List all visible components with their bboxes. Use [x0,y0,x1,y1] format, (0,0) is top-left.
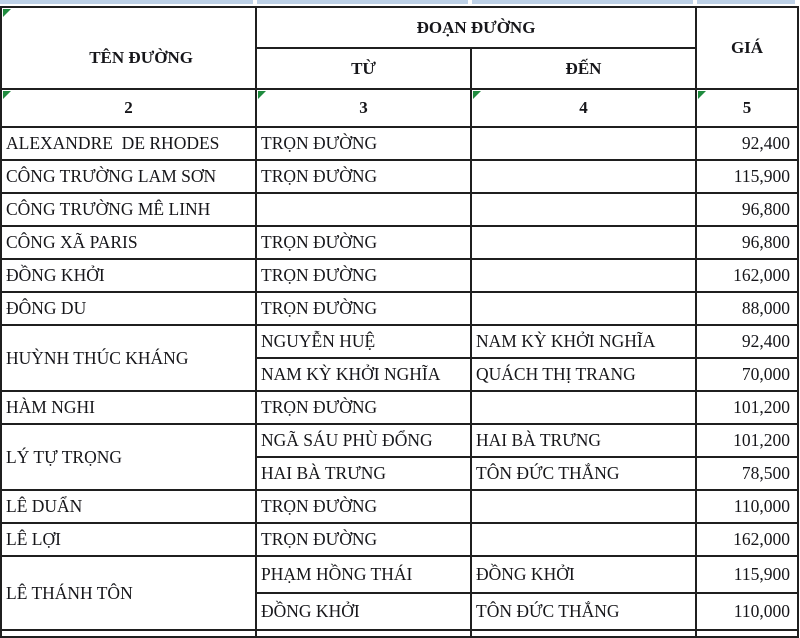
table-row [1,424,798,457]
table-row [1,391,798,424]
index-cell[interactable] [256,89,471,127]
cell-street-name[interactable]: LÊ LỢI [1,523,256,556]
cell-from[interactable]: TRỌN ĐƯỜNG [256,391,471,424]
cell-from[interactable]: TRỌN ĐƯỜNG [256,226,471,259]
cell-to[interactable]: NAM KỲ KHỞI NGHĨA [471,325,696,358]
header-row-1 [1,7,798,48]
cell-price[interactable]: 96,800 [696,193,798,226]
header-from[interactable]: TỪ [256,48,471,89]
cell-price[interactable]: 162,000 [696,523,798,556]
cell-street-name[interactable]: ALEXANDRE DE RHODES [1,127,256,160]
cell-to[interactable]: TÔN ĐỨC THẮNG [471,593,696,630]
cell-from[interactable]: TRỌN ĐƯỜNG [256,292,471,325]
cell-price[interactable]: 115,900 [696,556,798,593]
cell-to[interactable] [471,391,696,424]
header-street-name[interactable] [1,7,256,89]
header-road-section[interactable]: ĐOẠN ĐƯỜNG [256,7,696,48]
cell-error-indicator-icon [473,91,481,99]
cell-from[interactable]: ĐỒNG KHỞI [256,593,471,630]
cell-from[interactable]: HAI BÀ TRƯNG [256,457,471,490]
header-street-name-label: TÊN ĐƯỜNG [89,48,193,67]
cell-from[interactable]: NGÃ SÁU PHÙ ĐỔNG [256,424,471,457]
cell-price[interactable]: 115,900 [696,160,798,193]
column-index-row [1,89,798,127]
cell-error-indicator-icon [3,91,11,99]
cell-street-name[interactable]: CÔNG TRƯỜNG MÊ LINH [1,193,256,226]
index-label: 4 [579,98,588,117]
cell-price[interactable]: 96,800 [696,226,798,259]
cell-street-name[interactable]: LÊ DUẨN [1,490,256,523]
empty-cell[interactable] [256,630,471,637]
cell-to[interactable]: QUÁCH THỊ TRANG [471,358,696,391]
cell-price[interactable]: 78,500 [696,457,798,490]
cell-to[interactable] [471,523,696,556]
top-row-fill [472,0,693,4]
cell-from[interactable]: TRỌN ĐƯỜNG [256,160,471,193]
cell-to[interactable] [471,259,696,292]
table-row [1,556,798,593]
cell-to[interactable] [471,127,696,160]
top-row-fill [0,0,253,4]
table-row [1,325,798,358]
cell-from[interactable] [256,193,471,226]
table-row [1,292,798,325]
cell-from[interactable]: TRỌN ĐƯỜNG [256,259,471,292]
table-row [1,523,798,556]
empty-cell[interactable] [1,630,256,637]
cell-to[interactable] [471,292,696,325]
cell-street-name[interactable]: HÀM NGHI [1,391,256,424]
cell-to[interactable]: ĐỒNG KHỞI [471,556,696,593]
top-row-fill [257,0,468,4]
table-row [1,160,798,193]
table-row [1,127,798,160]
cell-price[interactable]: 101,200 [696,391,798,424]
table-row [1,226,798,259]
index-cell[interactable] [696,89,798,127]
table-row [1,259,798,292]
cell-price[interactable]: 92,400 [696,127,798,160]
top-row-fill [697,0,795,4]
empty-cell[interactable] [696,630,798,637]
index-cell[interactable] [471,89,696,127]
cell-street-name[interactable]: LÝ TỰ TRỌNG [1,424,256,490]
table-row [1,490,798,523]
cell-to[interactable] [471,193,696,226]
cut-off-top-row [0,0,800,4]
cell-from[interactable]: TRỌN ĐƯỜNG [256,490,471,523]
index-label: 2 [124,98,133,117]
cell-street-name[interactable]: ĐÔNG DU [1,292,256,325]
cell-street-name[interactable]: CÔNG TRƯỜNG LAM SƠN [1,160,256,193]
cell-to[interactable] [471,490,696,523]
table-row [1,193,798,226]
cell-from[interactable]: TRỌN ĐƯỜNG [256,127,471,160]
cell-from[interactable]: PHẠM HỒNG THÁI [256,556,471,593]
cell-to[interactable]: TÔN ĐỨC THẮNG [471,457,696,490]
header-price[interactable]: GIÁ [696,7,798,89]
cell-to[interactable] [471,160,696,193]
cell-error-indicator-icon [3,9,11,17]
cell-from[interactable]: NGUYỄN HUỆ [256,325,471,358]
cell-price[interactable]: 101,200 [696,424,798,457]
index-cell[interactable] [1,89,256,127]
cell-price[interactable]: 162,000 [696,259,798,292]
cell-price[interactable]: 88,000 [696,292,798,325]
street-price-table [0,6,799,638]
cell-price[interactable]: 110,000 [696,490,798,523]
empty-cell[interactable] [471,630,696,637]
index-label: 3 [359,98,368,117]
cell-street-name[interactable]: ĐỒNG KHỞI [1,259,256,292]
cell-price[interactable]: 70,000 [696,358,798,391]
cell-to[interactable]: HAI BÀ TRƯNG [471,424,696,457]
header-to[interactable]: ĐẾN [471,48,696,89]
cell-street-name[interactable]: LÊ THÁNH TÔN [1,556,256,630]
cell-street-name[interactable]: CÔNG XÃ PARIS [1,226,256,259]
cell-price[interactable]: 110,000 [696,593,798,630]
cell-from[interactable]: NAM KỲ KHỞI NGHĨA [256,358,471,391]
cell-from[interactable]: TRỌN ĐƯỜNG [256,523,471,556]
index-label: 5 [742,98,752,117]
cell-price[interactable]: 92,400 [696,325,798,358]
cell-to[interactable] [471,226,696,259]
cell-street-name[interactable]: HUỲNH THÚC KHÁNG [1,325,256,391]
cell-error-indicator-icon [258,91,266,99]
cut-off-bottom-row [1,630,798,637]
cell-error-indicator-icon [698,91,706,99]
